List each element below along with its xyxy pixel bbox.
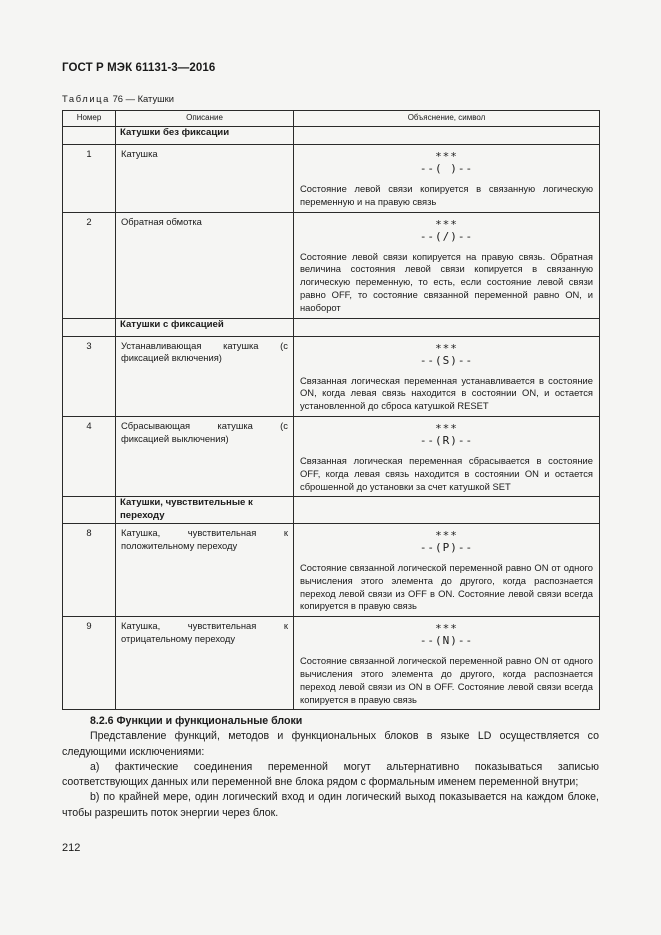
row-number: 9 (63, 617, 116, 710)
variable-placeholder: *** (435, 421, 458, 435)
section-title: Катушки без фиксации (116, 127, 294, 145)
row-explanation (294, 617, 600, 710)
coil-graphic: --(N)-- (419, 634, 474, 648)
section-8-2-6 (62, 714, 599, 821)
table-section-row (63, 318, 600, 336)
row-description: Устанавливающая катушка (с фиксацией включения) (116, 336, 294, 416)
table-section-row (63, 497, 600, 524)
row-explanation (294, 416, 600, 496)
table-header-row (63, 111, 600, 127)
row-number: 4 (63, 416, 116, 496)
section-heading: 8.2.6 Функции и функциональные блоки (90, 715, 303, 727)
explanation-text: Состояние связанной логической переменной равно ON от одного вычисления этого элемента до другого, когда распознается переход левой связи из OFF в ON. Состояние левой связи всегда копируется в правую связь (300, 561, 593, 612)
row-number: 8 (63, 523, 116, 616)
column-header-number: Номер (63, 111, 116, 127)
coil-graphic: --(P)-- (419, 540, 474, 554)
table-row (63, 212, 600, 318)
variable-placeholder: *** (435, 622, 458, 636)
coil-symbol (300, 617, 593, 655)
table-row (63, 336, 600, 416)
column-header-explanation: Объяснение, символ (294, 111, 600, 127)
coils-table (62, 110, 600, 710)
row-number: 1 (63, 145, 116, 213)
row-explanation (294, 145, 600, 213)
row-number: 2 (63, 212, 116, 318)
explanation-text: Состояние левой связи копируется в связанную логическую переменную и на правую связь (300, 183, 593, 207)
column-header-description: Описание (116, 111, 294, 127)
variable-placeholder: *** (435, 217, 458, 231)
variable-placeholder: *** (435, 528, 458, 542)
coil-symbol (300, 524, 593, 562)
row-description: Катушка (116, 145, 294, 213)
section-title: Катушки с фиксацией (116, 318, 294, 336)
paragraph: Представление функций, методов и функциональных блоков в языке LD осуществляется со следующими исключениями: (62, 730, 599, 758)
row-description: Катушка, чувствительная к отрицательному переходу (116, 617, 294, 710)
table-row (63, 617, 600, 710)
paragraph: a) фактические соединения переменной могут альтернативно показываться записью соответствующих данных или переменной вне блока рядом с формальным именем переменной внутри; (62, 760, 599, 789)
row-explanation (294, 212, 600, 318)
table-row (63, 416, 600, 496)
variable-placeholder: *** (435, 341, 458, 355)
table-row (63, 523, 600, 616)
table-caption-title: 76 — Катушки (109, 93, 175, 104)
coil-graphic: --(R)-- (419, 433, 474, 447)
standard-header: ГОСТ Р МЭК 61131-3—2016 (62, 62, 216, 74)
row-explanation (294, 336, 600, 416)
variable-placeholder: *** (435, 150, 458, 163)
row-description: Обратная обмотка (116, 212, 294, 318)
row-number: 3 (63, 336, 116, 416)
section-title: Катушки, чувствительные к переходу (116, 497, 294, 524)
coil-symbol (300, 337, 593, 375)
coil-symbol (300, 213, 593, 251)
explanation-text: Состояние левой связи копируется на правую связь. Обратная величина состояния левой связи копируется в связанную логическую переменную, то есть, если состояние левой связи равно OFF, то состояние связанной переменной равно ON, и наоборот (300, 250, 593, 313)
page-number: 212 (62, 842, 81, 854)
coil-graphic: --(/)-- (419, 229, 474, 243)
coil-graphic: --( )-- (419, 162, 474, 175)
explanation-text: Состояние связанной логической переменной равно ON от одного вычисления этого элемента до другого, когда распознается переход левой связи из ON в OFF. Состояние левой связи всегда копируется в правую связь (300, 655, 593, 705)
explanation-text: Связанная логическая переменная устанавливается в состояние ON, когда левая связь находится в состоянии ON, и остается установленной до сброса катушкой RESET (300, 374, 593, 412)
table-caption (62, 93, 174, 104)
row-description: Сбрасывающая катушка (с фиксацией выключения) (116, 416, 294, 496)
coil-symbol (300, 417, 593, 455)
row-description: Катушка, чувствительная к положительному переходу (116, 523, 294, 616)
table-row (63, 145, 600, 213)
coil-graphic: --(S)-- (419, 353, 474, 367)
coil-symbol (300, 145, 593, 183)
table-caption-prefix: Таблица (62, 93, 110, 104)
row-explanation (294, 523, 600, 616)
table-section-row (63, 127, 600, 145)
explanation-text: Связанная логическая переменная сбрасывается в состояние OFF, когда левая связь находится в состоянии ON и остается сброшенной до установки за счет катушкой SET (300, 454, 593, 492)
paragraph: b) по крайней мере, один логический вход и один логический выход показывается на каждом блоке, чтобы разрешить поток энергии через блок. (62, 791, 599, 819)
